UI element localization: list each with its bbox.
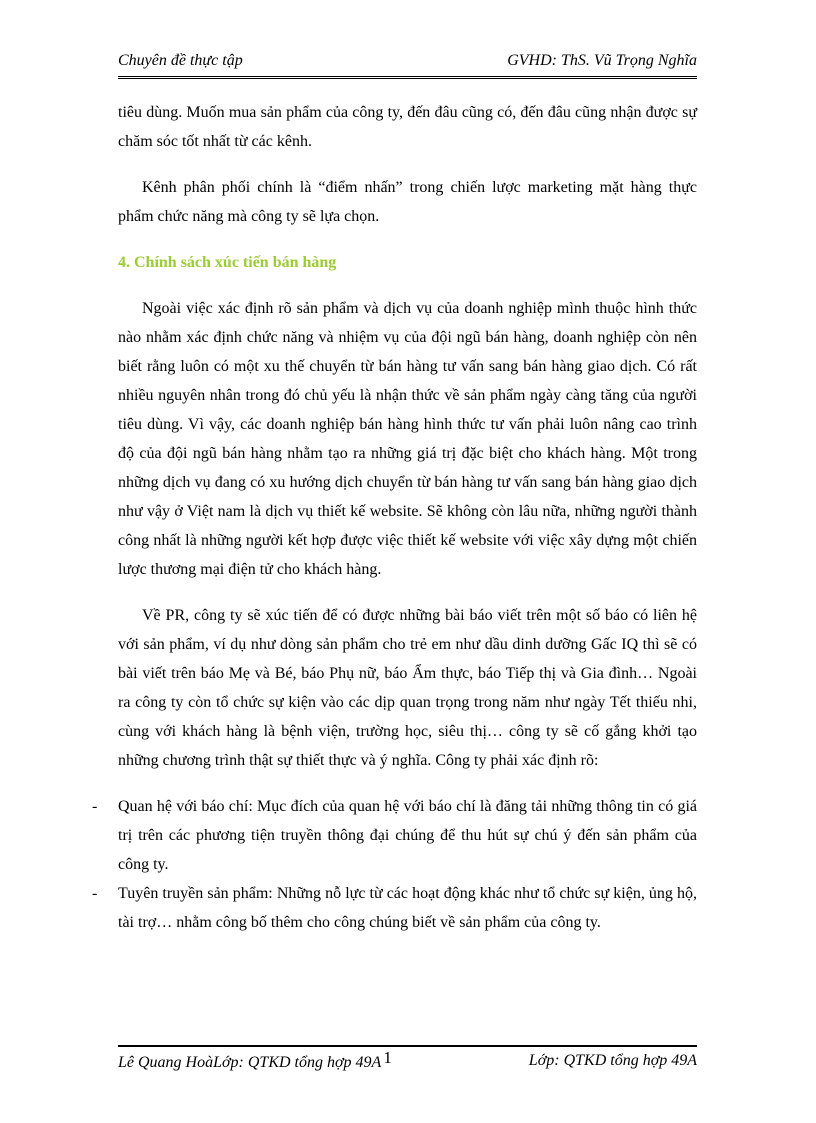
footer-author — [118, 1048, 392, 1072]
list-item — [92, 792, 697, 879]
paragraph-continued: tiêu dùng. Muốn mua sản phẩm của công ty, đến đâu cũng có, đến đâu cũng nhận được sự chăm sóc tốt nhất từ các kênh. — [118, 104, 697, 150]
list-item-text: Quan hệ với báo chí: Mục đích của quan hệ với báo chí là đăng tải những thông tin có giá trị trên các phương tiện truyền thông đại chúng để thu hút sự chú ý đến sản phẩm của công ty. — [118, 798, 697, 873]
list-dash: - — [92, 885, 98, 902]
pr-list — [92, 792, 697, 937]
header-divider — [118, 76, 697, 79]
paragraph-distribution-channel: Kênh phân phối chính là “điểm nhấn” trong chiến lược marketing mặt hàng thực phẩm chức năng mà công ty sẽ lựa chọn. — [118, 179, 697, 225]
footer-class: Lớp: QTKD tổng hợp 49A — [528, 1052, 697, 1069]
header-supervisor: GVHD: ThS. Vũ Trọng Nghĩa — [507, 52, 697, 69]
paragraph-sales-trend: Ngoài việc xác định rõ sản phẩm và dịch vụ của doanh nghiệp mình thuộc hình thức nào nhằm xác định chức năng và nhiệm vụ của đội ngũ bán hàng, doanh nghiệp còn nên biết rằng luôn có một xu thế chuyển từ bán hàng tư vấn sang bán hàng giao dịch. Có rất nhiều nguyên nhân trong đó chủ yếu là nhận thức về sản phẩm ngày càng tăng của người tiêu dùng. Vì vậy, các doanh nghiệp bán hàng hình thức tư vấn phải luôn nâng cao trình độ của đội ngũ bán hàng nhằm tạo ra những giá trị đặc biệt cho khách hàng. Một trong những dịch vụ đang có xu hướng dịch chuyển từ bán hàng tư vấn sang bán hàng giao dịch như vậy ở Việt nam là dịch vụ thiết kế website. Sẽ không còn lâu nữa, những người thành công nhất là những người kết hợp được việc thiết kế website với việc xây dựng một chiến lược thương mại điện tử cho khách hàng. — [118, 300, 697, 578]
footer-divider — [118, 1045, 697, 1047]
list-item — [92, 879, 697, 937]
page-number: 1 — [383, 1048, 392, 1067]
footer-author-text: Lê Quang HoàLớp: QTKD tổng hợp 49A — [118, 1054, 382, 1071]
list-dash: - — [92, 798, 98, 815]
page-body — [92, 98, 697, 937]
paragraph-pr: Về PR, công ty sẽ xúc tiến để có được những bài báo viết trên một số báo có liên hệ với sản phẩm, ví dụ như dòng sản phẩm cho trẻ em như dầu dinh dưỡng Gấc IQ thì sẽ có bài viết trên báo Mẹ và Bé, báo Phụ nữ, báo Ẩm thực, báo Tiếp thị và Gia đình… Ngoài ra công ty còn tổ chức sự kiện vào các dịp quan trọng trong năm như ngày Tết thiếu nhi, cùng với khách hàng là bệnh viện, trường học, siêu thị… công ty sẽ cố gắng khởi tạo những chương trình thật sự thiết thực và ý nghĩa. Công ty phải xác định rõ: — [118, 607, 697, 769]
header-title: Chuyên đề thực tập — [118, 52, 243, 69]
list-item-text: Tuyên truyền sản phẩm: Những nỗ lực từ các hoạt động khác như tổ chức sự kiện, ủng hộ, tài trợ… nhằm công bố thêm cho công chúng biết về sản phẩm của công ty. — [118, 885, 697, 931]
section-heading: 4. Chính sách xúc tiến bán hàng — [118, 254, 337, 271]
page-header — [118, 50, 697, 78]
